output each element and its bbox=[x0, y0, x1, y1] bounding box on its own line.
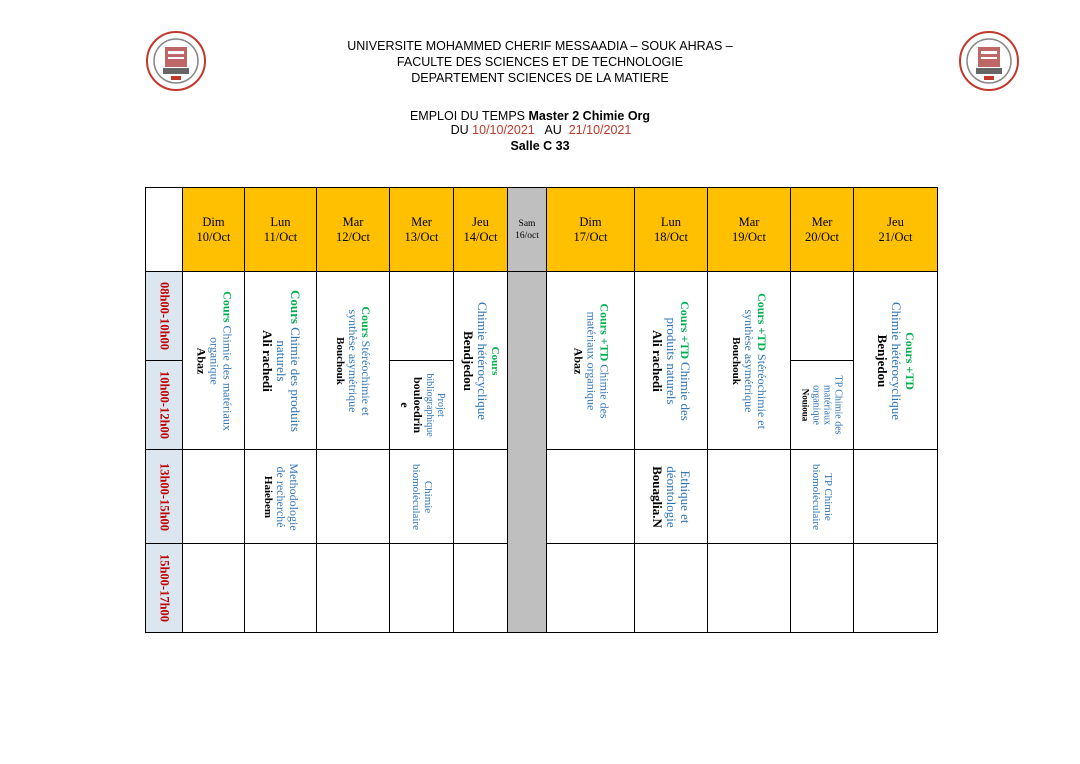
empty-cell bbox=[547, 450, 635, 544]
department-name: DEPARTEMENT SCIENCES DE LA MATIERE bbox=[411, 71, 669, 85]
schedule-title: EMPLOI DU TEMPS Master 2 Chimie Org bbox=[409, 109, 651, 123]
empty-cell bbox=[245, 544, 317, 633]
time-slot: 13h00-15h00 bbox=[146, 450, 183, 544]
session-cell: Chimie biomoléculaire bbox=[390, 450, 454, 544]
day-header: Jeu 21/Oct bbox=[854, 188, 938, 272]
day-header: Dim 17/Oct bbox=[547, 188, 635, 272]
empty-cell bbox=[635, 544, 708, 633]
session-cell: Methodologie de recherché Haiebem bbox=[245, 450, 317, 544]
session-cell: Ethique et déontologie Bouaglia.N bbox=[635, 450, 708, 544]
faculty-name: FACULTE DES SCIENCES ET DE TECHNOLOGIE bbox=[396, 55, 684, 69]
saturday-column bbox=[508, 272, 547, 633]
empty-cell bbox=[854, 450, 938, 544]
session-cell: Cours +TD Stéréochimie et synthèse asymétrique Bouchouk bbox=[708, 272, 791, 450]
empty-cell bbox=[317, 450, 390, 544]
university-name: UNIVERSITE MOHAMMED CHERIF MESSAADIA – SOUK AHRAS – bbox=[347, 39, 733, 53]
day-header: Mar 19/Oct bbox=[708, 188, 791, 272]
day-header: Dim 10/Oct bbox=[183, 188, 245, 272]
corner-cell bbox=[146, 188, 183, 272]
empty-cell bbox=[791, 272, 854, 361]
empty-cell bbox=[390, 272, 454, 361]
time-slot: 10h00-12h00 bbox=[146, 361, 183, 450]
session-cell: TP Chimie biomoléculaire bbox=[791, 450, 854, 544]
session-cell: Cours +TD Chimie des produits naturels Ali rachedi bbox=[635, 272, 708, 450]
time-slot: 08h00-10h00 bbox=[146, 272, 183, 361]
room: Salle C 33 bbox=[510, 139, 570, 153]
empty-cell bbox=[183, 450, 245, 544]
empty-cell bbox=[854, 544, 938, 633]
time-slot: 15h00-17h00 bbox=[146, 544, 183, 633]
session-cell: Cours +TD Chimie des matériaux organique Abaz bbox=[547, 272, 635, 450]
empty-cell bbox=[317, 544, 390, 633]
empty-cell bbox=[390, 544, 454, 633]
time-row bbox=[146, 272, 938, 361]
session-cell: TP Chimie des matériaux organique Nouioua bbox=[791, 361, 854, 450]
empty-cell bbox=[454, 450, 508, 544]
empty-cell bbox=[547, 544, 635, 633]
day-header-sam: Sam 16/oct bbox=[508, 188, 547, 272]
day-header: Lun 11/Oct bbox=[245, 188, 317, 272]
empty-cell bbox=[791, 544, 854, 633]
header-row bbox=[146, 188, 938, 272]
day-header: Lun 18/Oct bbox=[635, 188, 708, 272]
session-cell: Cours Chimie des produits naturels Ali rachedi bbox=[245, 272, 317, 450]
session-cell: Projet bibliographique bouloedrin e bbox=[390, 361, 454, 450]
day-header: Jeu 14/Oct bbox=[454, 188, 508, 272]
day-header: Mer 20/Oct bbox=[791, 188, 854, 272]
empty-cell bbox=[454, 544, 508, 633]
day-header: Mar 12/Oct bbox=[317, 188, 390, 272]
timetable bbox=[145, 187, 938, 633]
session-cell: Cours +TD Chimie hétérocyclique Benjedou bbox=[854, 272, 938, 450]
date-range: DU 10/10/2021 AU 21/10/2021 bbox=[450, 123, 632, 137]
session-cell: Cours Stéréochimie et synthèse asymétrique Bouchouk bbox=[317, 272, 390, 450]
empty-cell bbox=[183, 544, 245, 633]
day-header: Mer 13/Oct bbox=[390, 188, 454, 272]
empty-cell bbox=[708, 544, 791, 633]
session-cell: Cours Chimie des matériaux organique Abaz bbox=[183, 272, 245, 450]
empty-cell bbox=[708, 450, 791, 544]
session-cell: Cours Chimie hétérocyclique Bendjedou bbox=[454, 272, 508, 450]
